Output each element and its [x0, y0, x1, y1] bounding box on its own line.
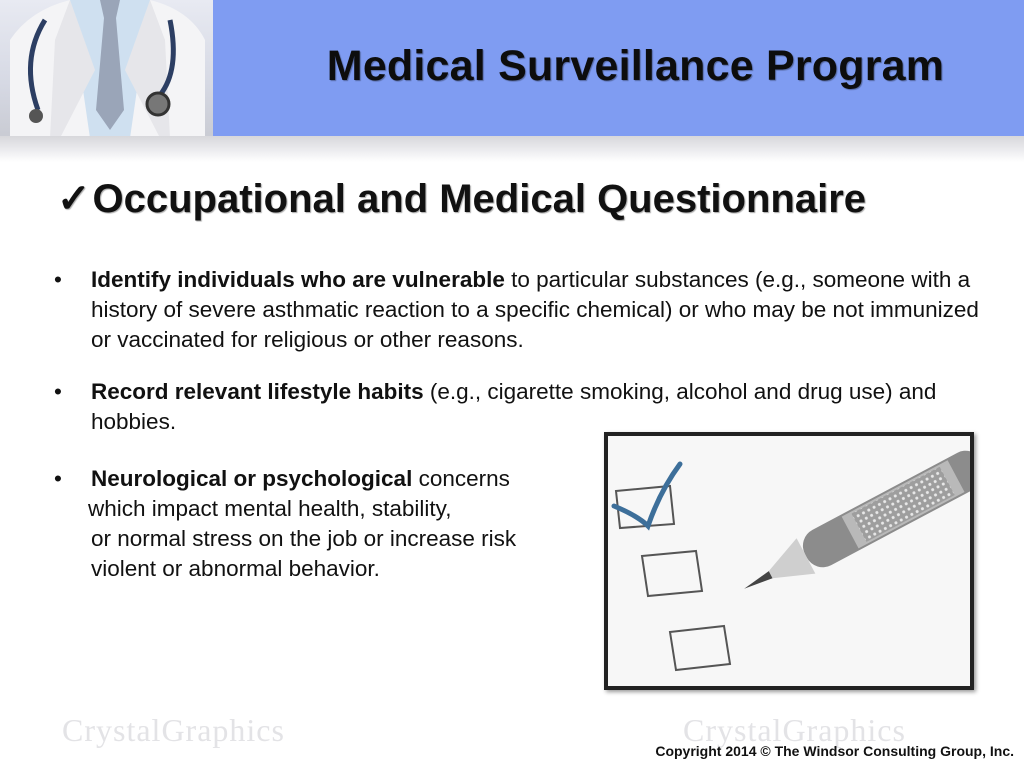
bullet-text-line: violent or abnormal behavior. — [91, 556, 380, 581]
watermark: CrystalGraphics — [62, 712, 285, 748]
checkmark-icon: ✓ — [57, 177, 91, 221]
bullet-icon: • — [54, 466, 62, 491]
copyright-text: Copyright 2014 © The Windsor Consulting Group, Inc. — [655, 743, 1014, 759]
bullet-bold-text: Record relevant lifestyle habits — [91, 379, 424, 404]
bullet-icon: • — [54, 379, 62, 404]
doctor-stethoscope-photo — [0, 0, 213, 138]
bullet-icon: • — [54, 267, 62, 292]
bullet-text: to particular substances (e.g., someone with a history of severe asthmatic reaction to a specific chemical) or who may be not immunized or vaccinated for religious or other reasons. — [91, 267, 979, 352]
bullet-text-line: or normal stress on the job or increase risk — [91, 526, 517, 551]
bullet-text: (e.g., cigarette smoking, alcohol and drug use) and hobbies. — [91, 379, 937, 434]
doctor-icon — [0, 0, 213, 138]
checklist-pen-icon — [608, 436, 970, 686]
bullet-text: concerns — [412, 466, 510, 491]
heading-text: Occupational and Medical Questionnaire — [92, 177, 867, 221]
header-divider — [0, 136, 1024, 162]
slide-title: Medical Surveillance Program — [326, 42, 945, 90]
list-item — [54, 265, 984, 377]
bullet-text-line: which impact mental health, stability, — [88, 496, 452, 521]
section-heading — [57, 176, 866, 222]
bullet-bold-text: Neurological or psychological — [91, 466, 413, 491]
checklist-pen-photo — [604, 432, 974, 690]
bullet-bold-text: Identify individuals who are vulnerable — [91, 267, 505, 292]
watermark: CrystalGraphics — [683, 712, 906, 748]
